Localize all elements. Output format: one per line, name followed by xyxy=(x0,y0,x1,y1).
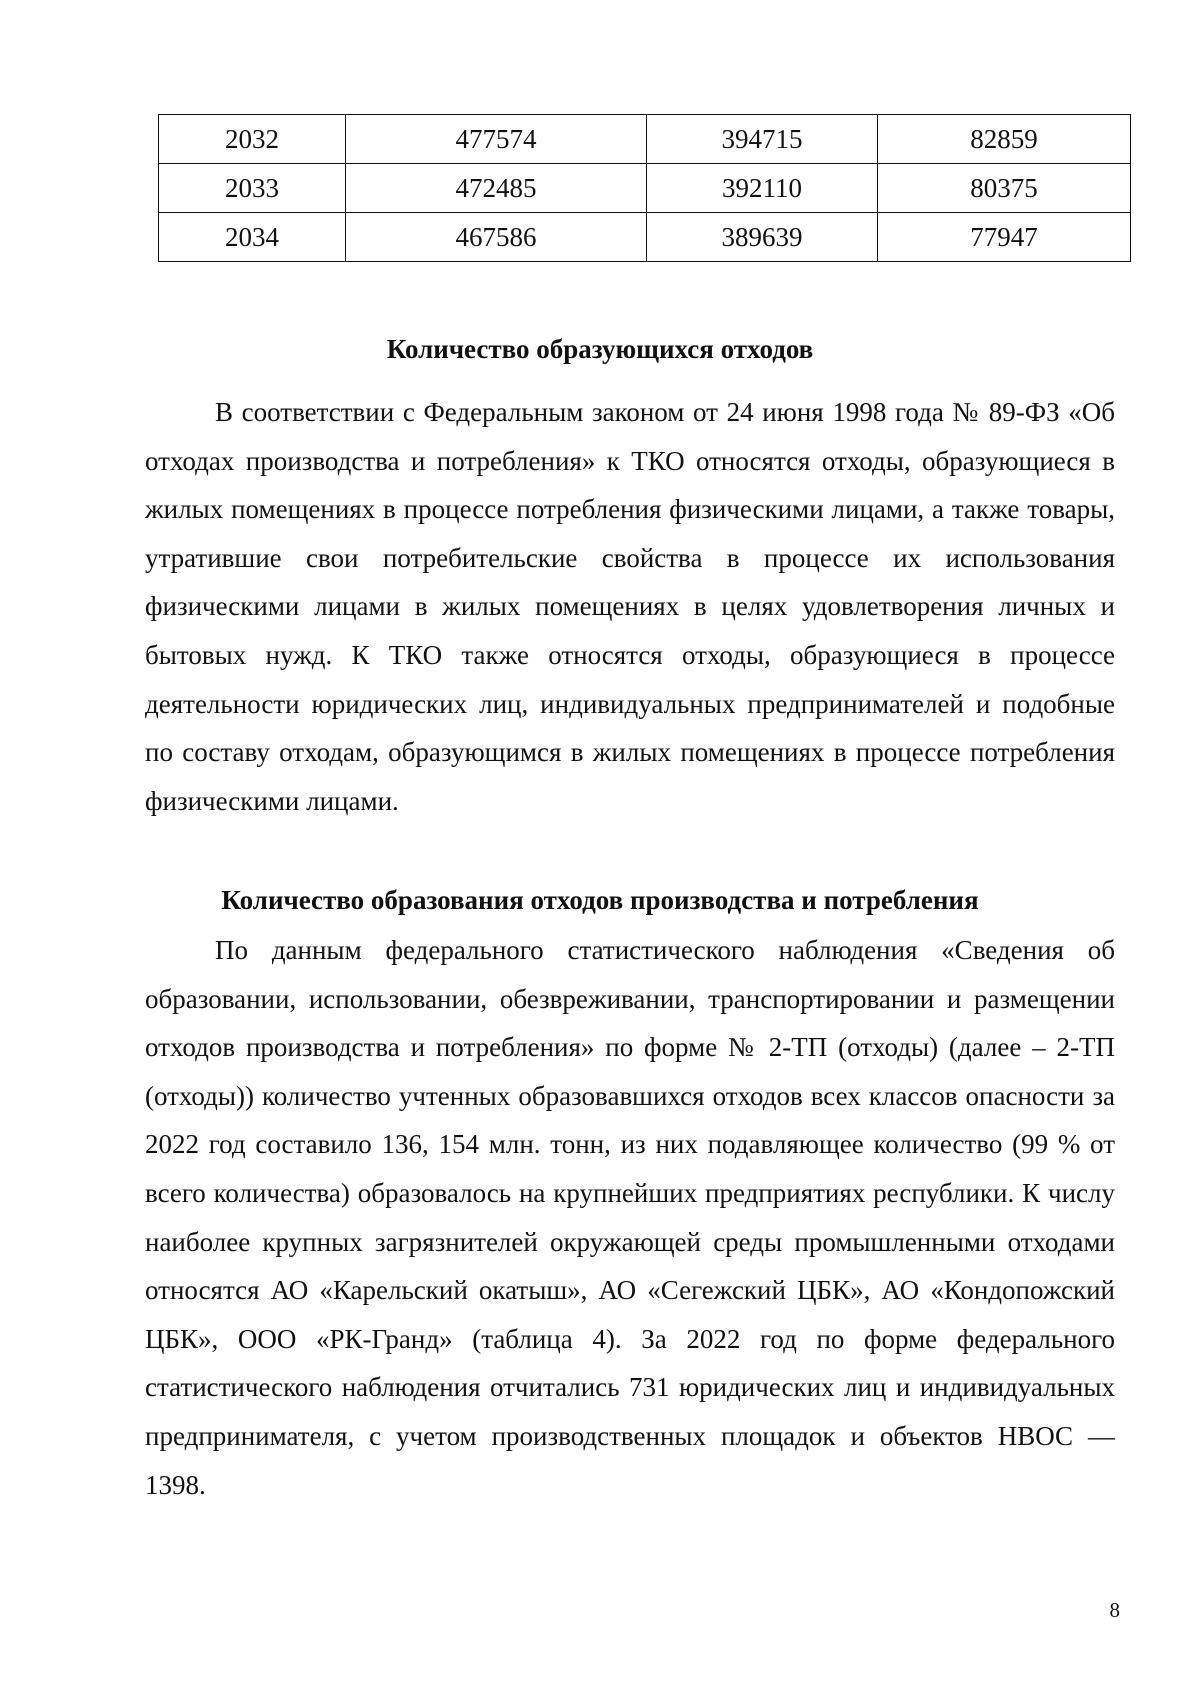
body-paragraph: В соответствии с Федеральным законом от 24 июня 1998 года № 89-ФЗ «Об отходах производства и потребления» к ТКО относятся отходы, образующиеся в жилых помещениях в процессе потребления физическими лицами, а также товары, утратившие свои потребительские свойства в процессе их использования физическими лицами в жилых помещениях в целях удовлетворения личных и бытовых нужд. К ТКО также относятся отходы, образующиеся в процессе деятельности юридических лиц, индивидуальных предпринимателей и подобные по составу отходам, образующимся в жилых помещениях в процессе потребления физическими лицами. xyxy=(145,397,1115,816)
body-paragraph: По данным федерального статистического наблюдения «Сведения об образовании, использовании, обезвреживании, транспортировании и размещении отходов производства и потребления» по форме № 2-ТП (отходы) (далее – 2-ТП (отходы)) количество учтенных образовавшихся отходов всех классов опасности за 2022 год составило 136, 154 млн. тонн, из них подавляющее количество (99 % от всего количества) образовалось на крупнейших предприятиях республики. К числу наиболее крупных загрязнителей окружающей среды промышленными отходами относятся АО «Карельский окатыш», АО «Сегежский ЦБК», АО «Кондопожский ЦБК», ООО «РК-Гранд» (таблица 4). За 2022 год по форме федерального статистического наблюдения отчитались 731 юридических лиц и индивидуальных предпринимателя, с учетом производственных площадок и объектов НВОС — 1398. xyxy=(145,935,1115,1500)
table-cell: 2034 xyxy=(159,213,346,262)
table-row xyxy=(159,213,1131,262)
table-cell: 389639 xyxy=(647,213,878,262)
table-cell: 477574 xyxy=(346,115,647,164)
table-cell: 392110 xyxy=(647,164,878,213)
data-table xyxy=(158,114,1131,262)
table-cell: 394715 xyxy=(647,115,878,164)
section-heading: Количество образующихся отходов xyxy=(386,334,814,364)
page-number: 8 xyxy=(1109,1598,1120,1622)
table-cell: 77947 xyxy=(878,213,1131,262)
table-cell: 82859 xyxy=(878,115,1131,164)
table-row xyxy=(159,164,1131,213)
table-cell: 2033 xyxy=(159,164,346,213)
table-cell: 472485 xyxy=(346,164,647,213)
section-heading: Количество образования отходов производства и потребления xyxy=(221,885,979,915)
table-cell: 80375 xyxy=(878,164,1131,213)
table-row xyxy=(159,115,1131,164)
table-cell: 2032 xyxy=(159,115,346,164)
table-cell: 467586 xyxy=(346,213,647,262)
